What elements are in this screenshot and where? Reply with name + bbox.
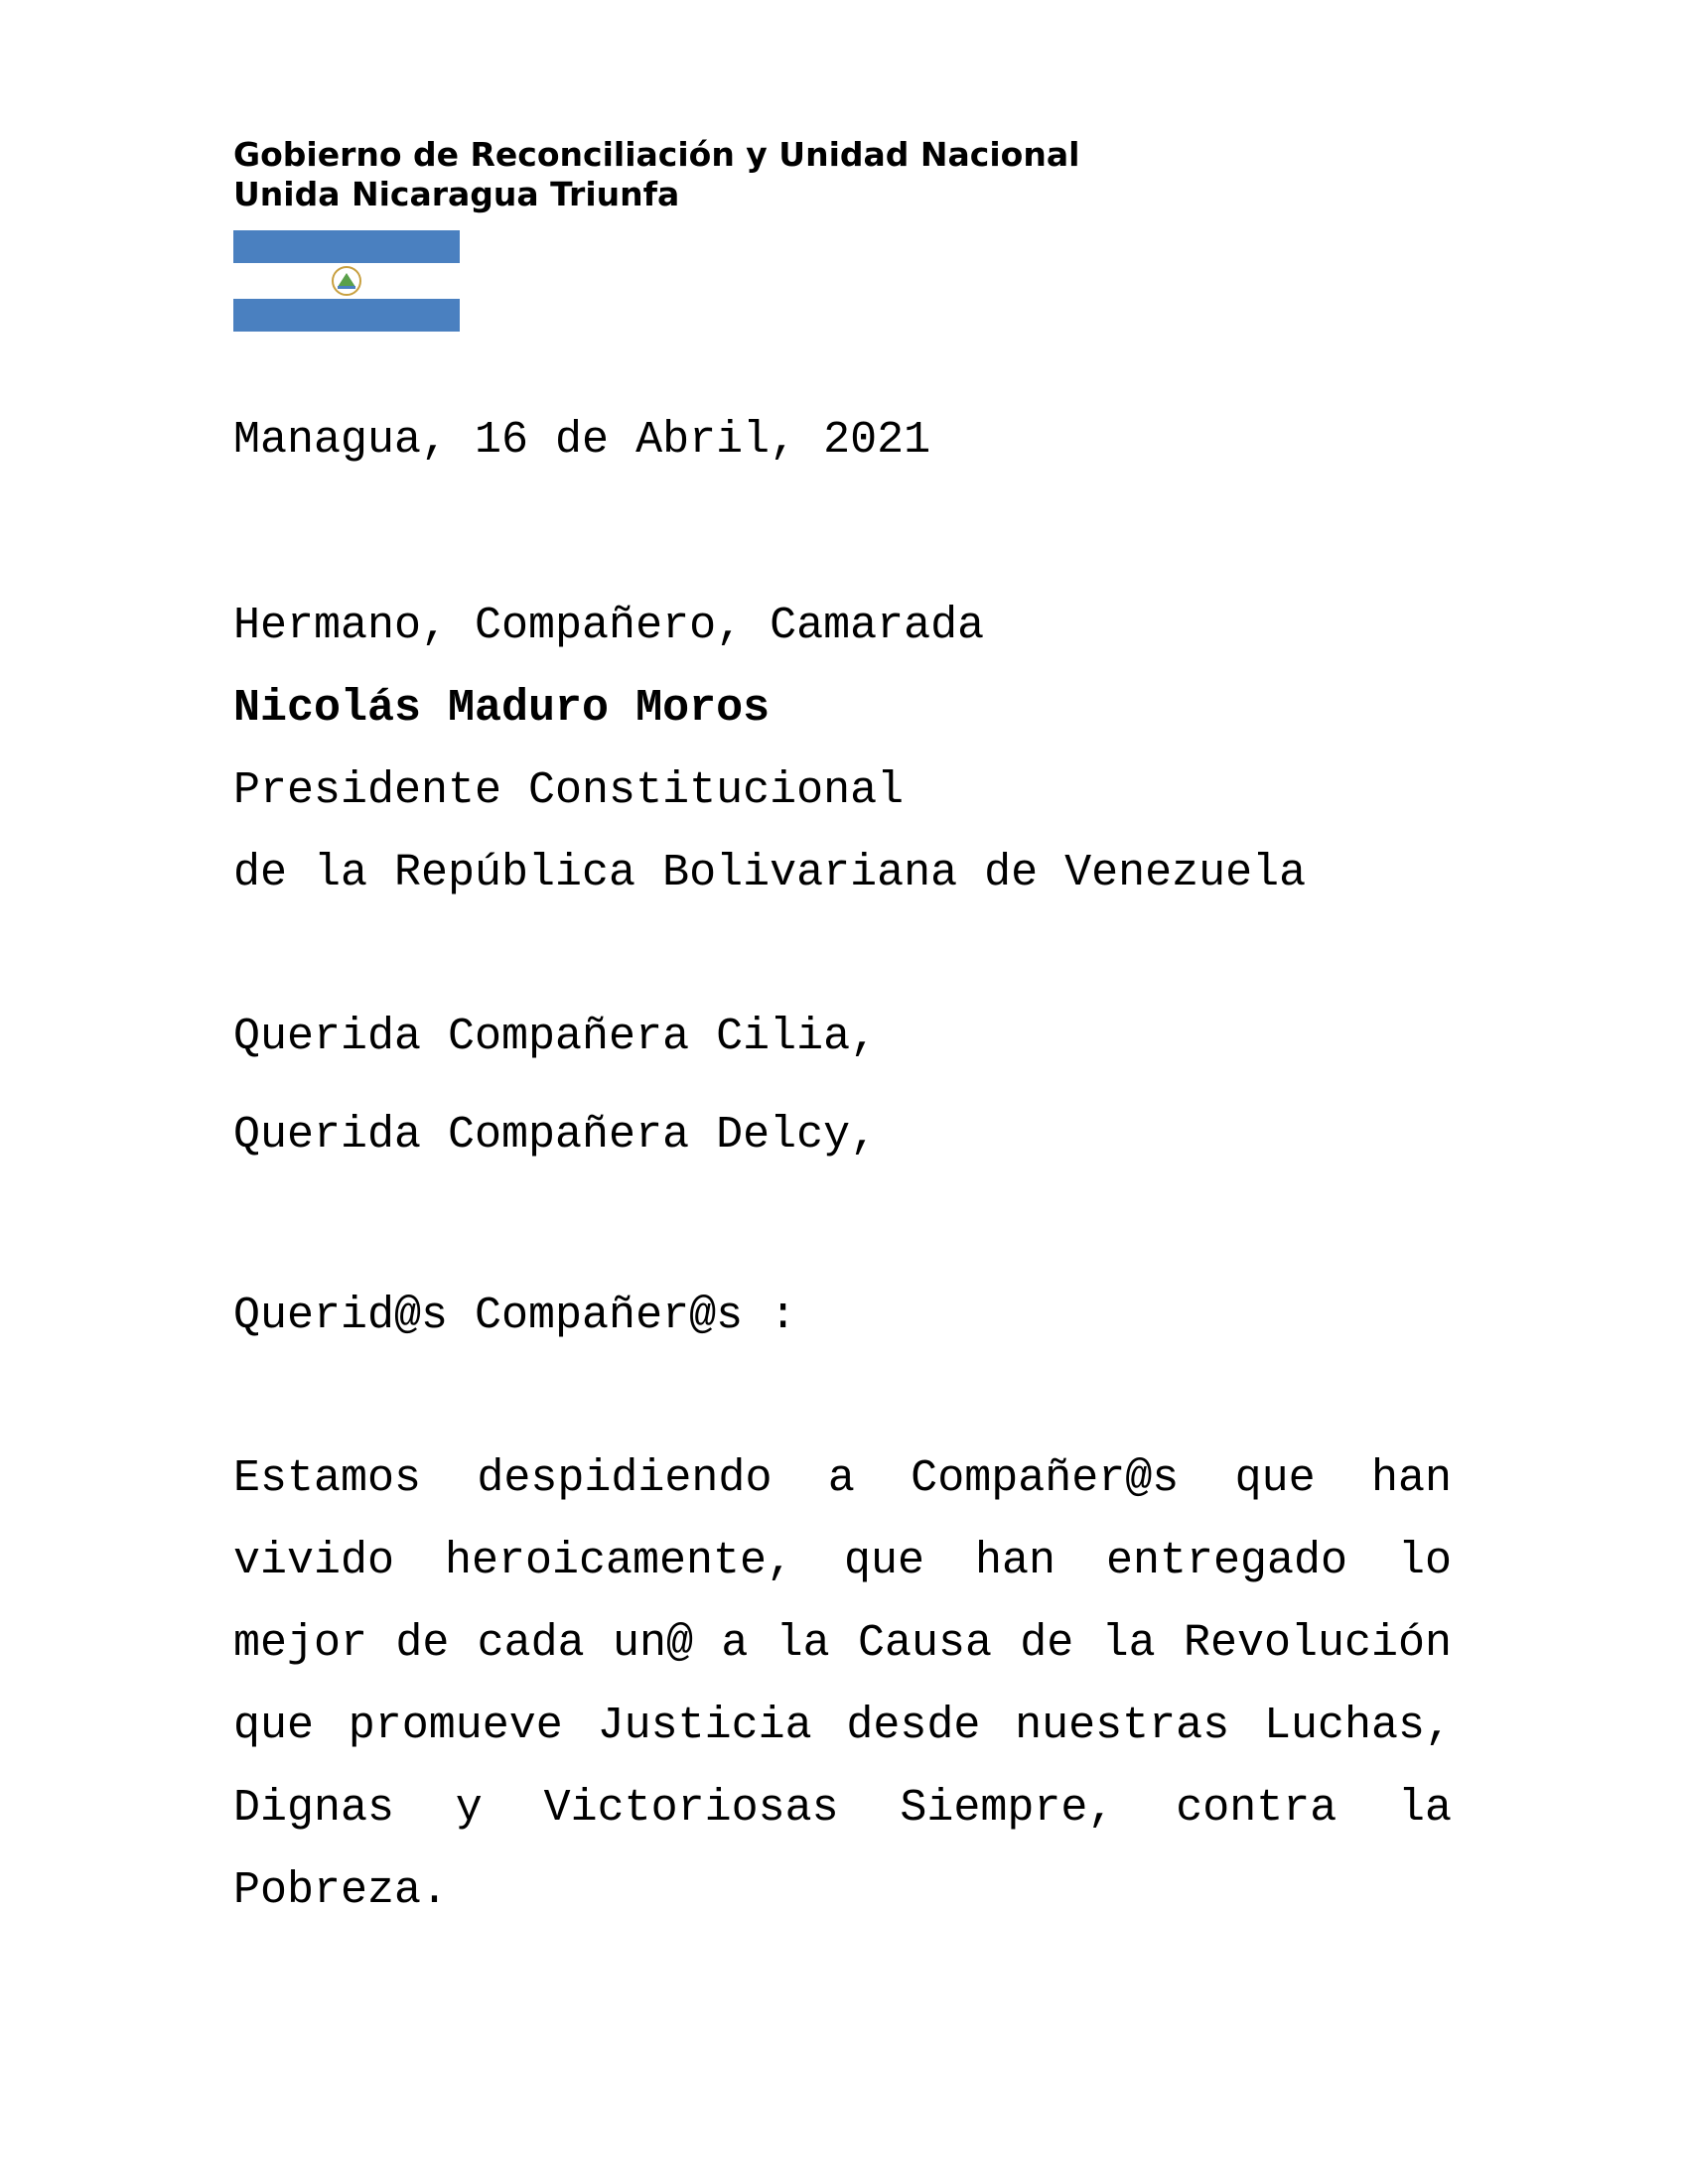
flag-stripe-top (233, 230, 460, 263)
recipient-salutation: Hermano, Compañero, Camarada (233, 601, 985, 651)
letter-date: Managua, 16 de Abril, 2021 (233, 415, 931, 466)
nicaragua-flag-icon (233, 230, 460, 332)
greeting-cilia: Querida Compañera Cilia, (233, 1012, 878, 1062)
flag-stripe-bottom (233, 299, 460, 332)
body-paragraph: Estamos despidiendo a Compañer@s que han vivido heroicamente, que han entregado lo mejor de cada un@ a la Causa de la Revolución que promueve Justicia desde nuestras Luchas, Dignas y Victoriosas Siempre, contra la Pobreza. (233, 1453, 1452, 1916)
greeting-all: Querid@s Compañer@s : (233, 1291, 797, 1341)
letterhead-slogan: Unida Nicaragua Triunfa (233, 175, 680, 213)
recipient-name: Nicolás Maduro Moros (233, 683, 771, 734)
greeting-delcy: Querida Compañera Delcy, (233, 1110, 878, 1160)
recipient-title-line2: de la República Bolivariana de Venezuela (233, 848, 1307, 898)
letterhead-government: Gobierno de Reconciliación y Unidad Nacional (233, 135, 1080, 174)
recipient-title-line1: Presidente Constitucional (233, 765, 905, 816)
letterhead (233, 135, 1079, 214)
